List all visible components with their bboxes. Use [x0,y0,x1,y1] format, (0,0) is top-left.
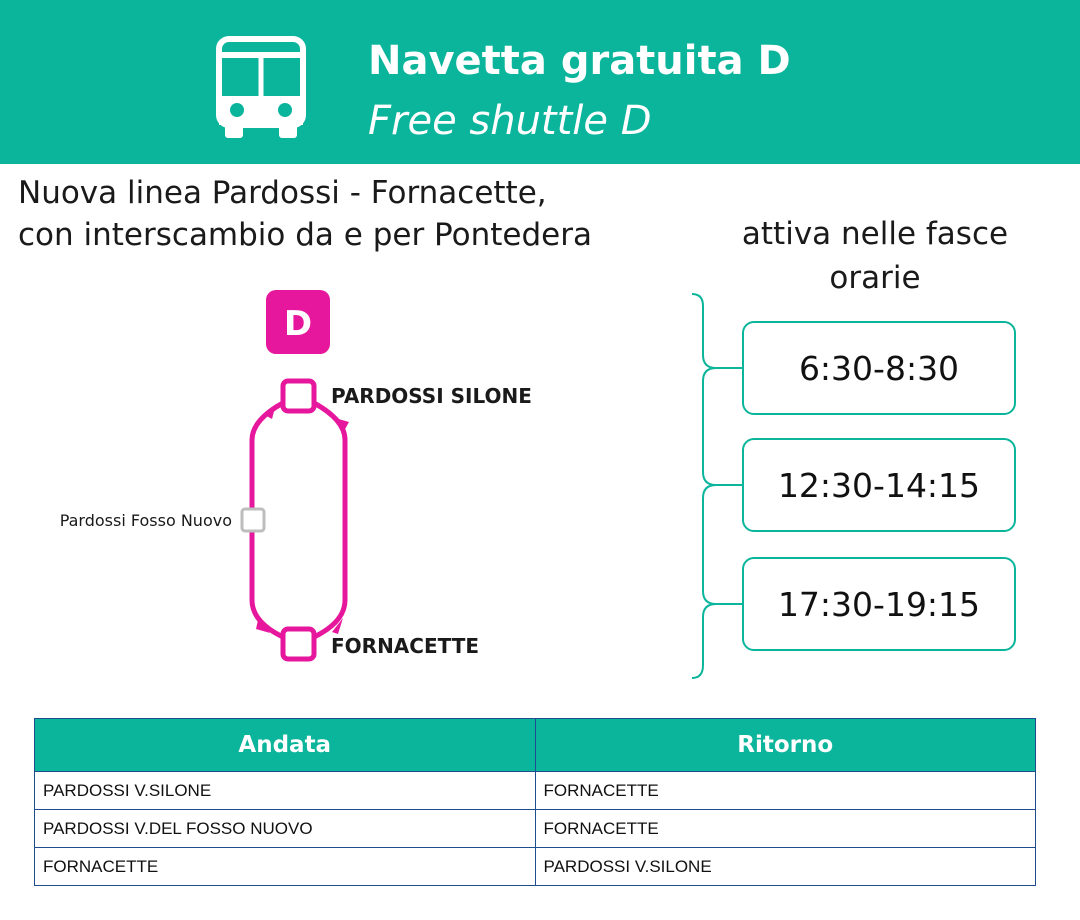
time-slot-1 [742,321,1016,415]
table-row [35,848,1036,886]
line-description-2: con interscambio da e per Pontedera [18,217,592,253]
table-row [35,772,1036,810]
table-cell: PARDOSSI V.SILONE [35,772,536,810]
table-cell: FORNACETTE [535,772,1036,810]
stop-marker-top [283,381,314,411]
route-map [0,280,680,680]
header-banner [0,0,1080,164]
table-cell: FORNACETTE [35,848,536,886]
table-row [35,810,1036,848]
stop-marker-middle [242,509,264,531]
header-andata: Andata [35,719,536,772]
table-cell: PARDOSSI V.DEL FOSSO NUOVO [35,810,536,848]
time-slot-label: 17:30-19:15 [777,584,981,624]
stop-label-top: PARDOSSI SILONE [331,384,532,408]
header-ritorno: Ritorno [535,719,1036,772]
time-bracket [690,290,750,682]
time-slot-label: 6:30-8:30 [798,348,960,388]
stop-marker-bottom [283,629,314,659]
schedule-label: attiva nelle fasce orarie [741,216,1009,296]
page-title-english: Free shuttle D [368,98,652,144]
table-header-row [35,719,1036,772]
timetable [34,718,1036,886]
stop-label-bottom: FORNACETTE [331,634,480,658]
time-slot-label: 12:30-14:15 [777,465,981,505]
table-cell: FORNACETTE [535,810,1036,848]
line-description [18,172,592,256]
bus-icon [216,36,306,140]
page-title: Navetta gratuita D [368,38,791,84]
time-slot-2 [742,438,1016,532]
route-badge-label: D [283,304,313,344]
table-cell: PARDOSSI V.SILONE [535,848,1036,886]
time-slot-3 [742,557,1016,651]
route-loop-line [252,403,345,637]
stop-label-middle: Pardossi Fosso Nuovo [59,511,232,530]
line-description-1: Nuova linea Pardossi - Fornacette, [18,175,547,211]
